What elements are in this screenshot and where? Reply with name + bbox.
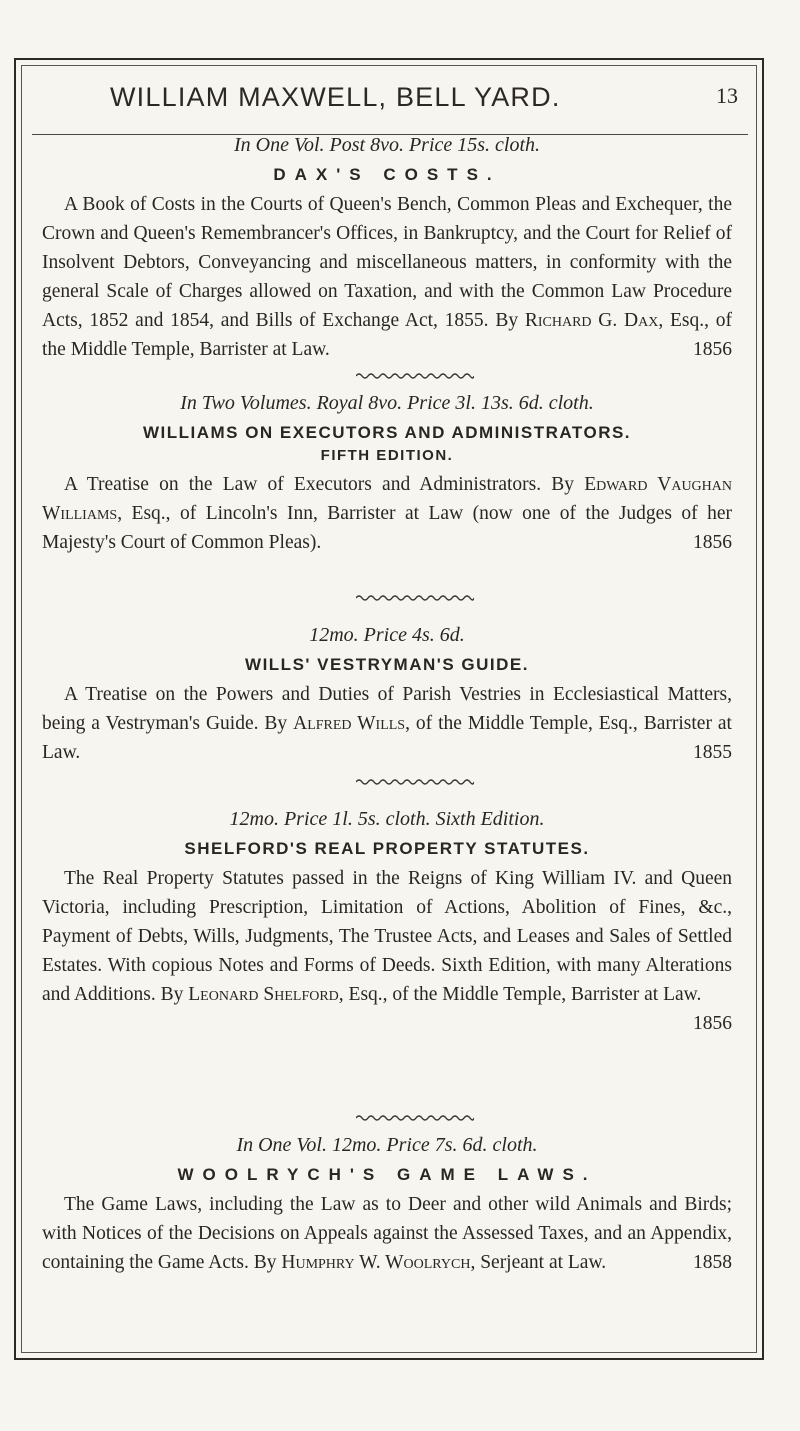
entry-dax-costs (42, 132, 732, 364)
page-number: 13 (716, 83, 738, 108)
ornament-divider (356, 1114, 474, 1122)
author-name: Leonard Shelford (188, 984, 339, 1005)
page-border (14, 58, 764, 1360)
entry-wills-vestryman (42, 622, 732, 767)
entry-title: WOOLRYCH'S GAME LAWS. (177, 1165, 597, 1184)
entry-description: The Game Laws, including the Law as to Deer and other wild Animals and Birds; with Notices of the Decisions on Appeals against the Assessed Taxes, and an Appendix, containing the Game Acts. By Humphry W. Woolrych, Serjeant at Law. 1858 (42, 1190, 732, 1277)
author-name: Humphry W. Woolrych (281, 1252, 471, 1273)
entry-title: DAX'S COSTS. (273, 165, 501, 184)
edition-line: In One Vol. 12mo. Price 7s. 6d. cloth. (236, 1134, 538, 1156)
ornament-divider (356, 372, 474, 380)
running-head (16, 82, 762, 122)
entry-title: SHELFORD'S REAL PROPERTY STATUTES. (184, 839, 590, 858)
ornament-divider (356, 778, 474, 786)
entry-shelford-property (42, 806, 732, 1038)
entry-williams-executors (42, 390, 732, 557)
edition-line: In One Vol. Post 8vo. Price 15s. cloth. (233, 134, 541, 156)
author-name: Richard G. Dax (524, 310, 659, 331)
year: 1856 (693, 532, 732, 553)
entry-description: A Treatise on the Law of Executors and Administrators. By Edward Vaughan Williams, Esq., of Lincoln's Inn, Barrister at Law (now one of the Judges of her Majesty's Court of Common Pleas). 1856 (42, 470, 732, 557)
edition-line: 12mo. Price 1l. 5s. cloth. Sixth Edition. (229, 808, 545, 830)
entry-title: WILLIAMS ON EXECUTORS AND ADMINISTRATORS. (142, 423, 632, 442)
entry-description: A Treatise on the Powers and Duties of Parish Vestries in Ecclesiastical Matters, being a Vestryman's Guide. By Alfred Wills, of the Middle Temple, Esq., Barrister at Law. 1855 (42, 680, 732, 767)
entry-woolrych-game-laws (42, 1132, 732, 1277)
entry-title: WILLS' VESTRYMAN'S GUIDE. (245, 655, 529, 674)
author-name: Alfred Wills (293, 713, 406, 734)
entry-description: The Real Property Statutes passed in the Reigns of King William IV. and Queen Victoria, including Prescription, Limitation of Actions, Abolition of Fines, &c., Payment of Debts, Wills, Judgments, The Trustee Acts, and Leases and Sales of Settled Estates. With copious Notes and Forms of Deeds. Sixth Edition, with many Alterations and Additions. By Leonard Shelford, Esq., of the Middle Temple, Barrister at Law. 1856 (42, 864, 732, 1009)
edition-line: In Two Volumes. Royal 8vo. Price 3l. 13s. 6d. cloth. (180, 392, 594, 414)
entry-description: A Book of Costs in the Courts of Queen's Bench, Common Pleas and Exchequer, the Crown and Queen's Remembrancer's Offices, in Bankruptcy, and the Court for Relief of Insolvent Debtors, Conveyancing and miscellaneous matters, in conformity with the general Scale of Charges allowed on Taxation, and with the Common Law Procedure Acts, 1852 and 1854, and Bills of Exchange Act, 1855. By Richard G. Dax, Esq., of the Middle Temple, Barrister at Law. 1856 (42, 190, 732, 364)
year: 1856 (693, 339, 732, 360)
edition-line: 12mo. Price 4s. 6d. (309, 624, 465, 646)
year: 1858 (693, 1252, 732, 1273)
year: 1856 (693, 1013, 732, 1034)
running-title: WILLIAM MAXWELL, BELL YARD. (110, 82, 561, 112)
author-name: Edward Vaughan Williams (42, 474, 732, 524)
ornament-divider (356, 594, 474, 602)
year: 1855 (693, 742, 732, 763)
entry-subtitle: FIFTH EDITION. (320, 447, 454, 464)
